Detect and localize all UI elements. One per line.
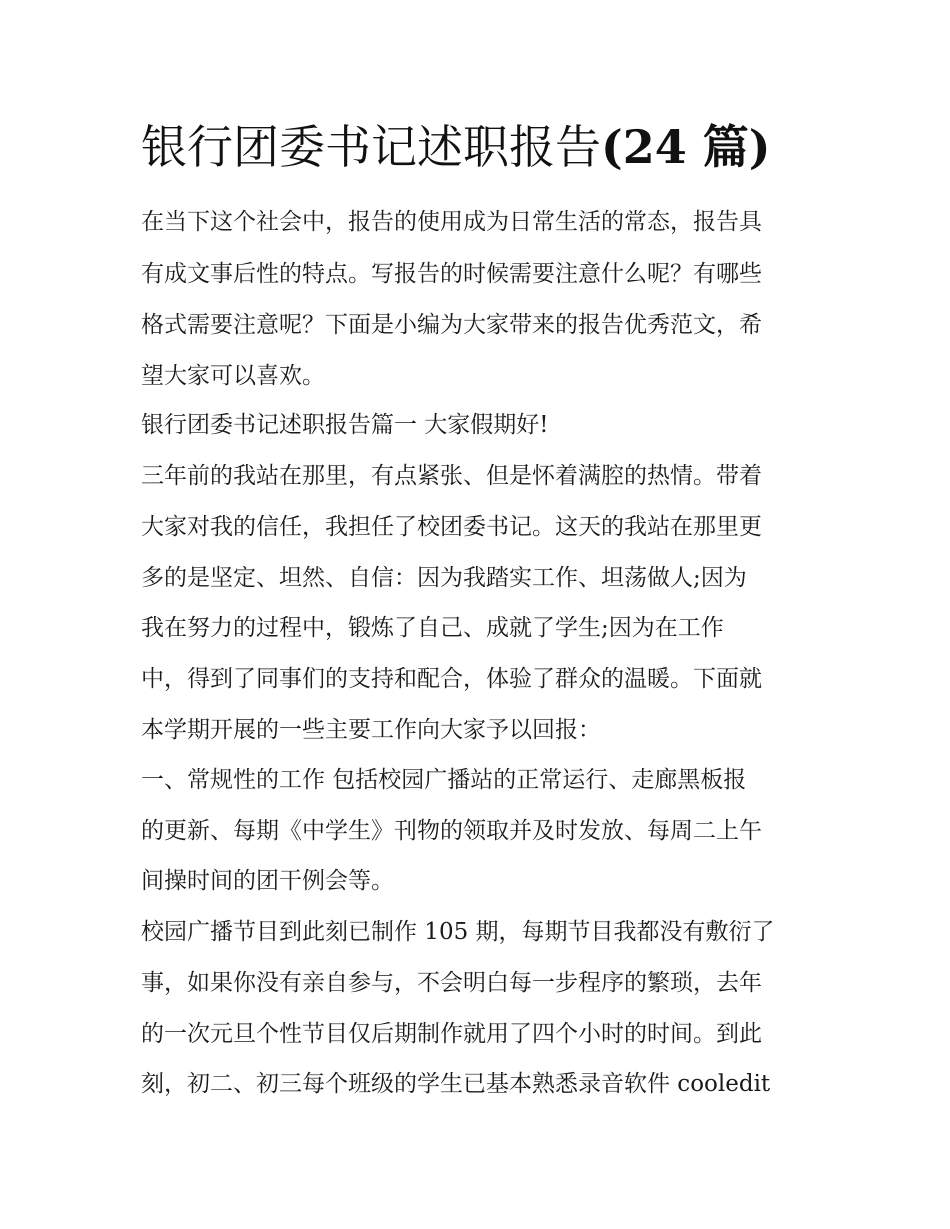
paragraph-line: 望大家可以喜欢。 <box>141 363 325 389</box>
paragraph-line: 事，如果你没有亲自参与，不会明白每一步程序的繁琐，去年 <box>141 970 762 996</box>
paragraph-line: 我在努力的过程中，锻炼了自己、成就了学生;因为在工作 <box>141 615 724 641</box>
paragraph-line: 中，得到了同事们的支持和配合，体验了群众的温暖。下面就 <box>141 666 762 692</box>
paragraph-line: 格式需要注意呢？下面是小编为大家带来的报告优秀范文，希 <box>141 312 762 338</box>
document-title-main: 银行团委书记述职报告 <box>141 120 601 174</box>
paragraph-line: 大家对我的信任，我担任了校团委书记。这天的我站在那里更 <box>141 514 762 540</box>
paragraph-line: 有成文事后性的特点。写报告的时候需要注意什么呢？有哪些 <box>141 261 762 287</box>
document-title <box>141 116 821 178</box>
paragraph-line: 校园广播节目到此刻已制作 105 期，每期节目我都没有敷衍了 <box>141 919 775 945</box>
paragraph-line: 多的是坚定、坦然、自信：因为我踏实工作、坦荡做人;因为 <box>141 565 747 591</box>
document-title-count: (24 篇) <box>601 120 771 174</box>
paragraph-line: 本学期开展的一些主要工作向大家予以回报： <box>141 717 601 743</box>
paragraph-line: 三年前的我站在那里，有点紧张、但是怀着满腔的热情。带着 <box>141 463 762 489</box>
paragraph-line: 的一次元旦个性节目仅后期制作就用了四个小时的时间。到此 <box>141 1021 762 1047</box>
paragraph-line: 刻，初二、初三每个班级的学生已基本熟悉录音软件 cooledit <box>141 1071 771 1097</box>
paragraph-line: 间操时间的团干例会等。 <box>141 868 394 894</box>
paragraph-line: 的更新、每期《中学生》刊物的领取并及时发放、每周二上午 <box>141 818 762 844</box>
section-heading-line: 银行团委书记述职报告篇一 大家假期好! <box>141 412 549 438</box>
paragraph-line: 在当下这个社会中，报告的使用成为日常生活的常态，报告具 <box>141 209 762 235</box>
paragraph-line: 一、常规性的工作 包括校园广播站的正常运行、走廊黑板报 <box>141 767 747 793</box>
